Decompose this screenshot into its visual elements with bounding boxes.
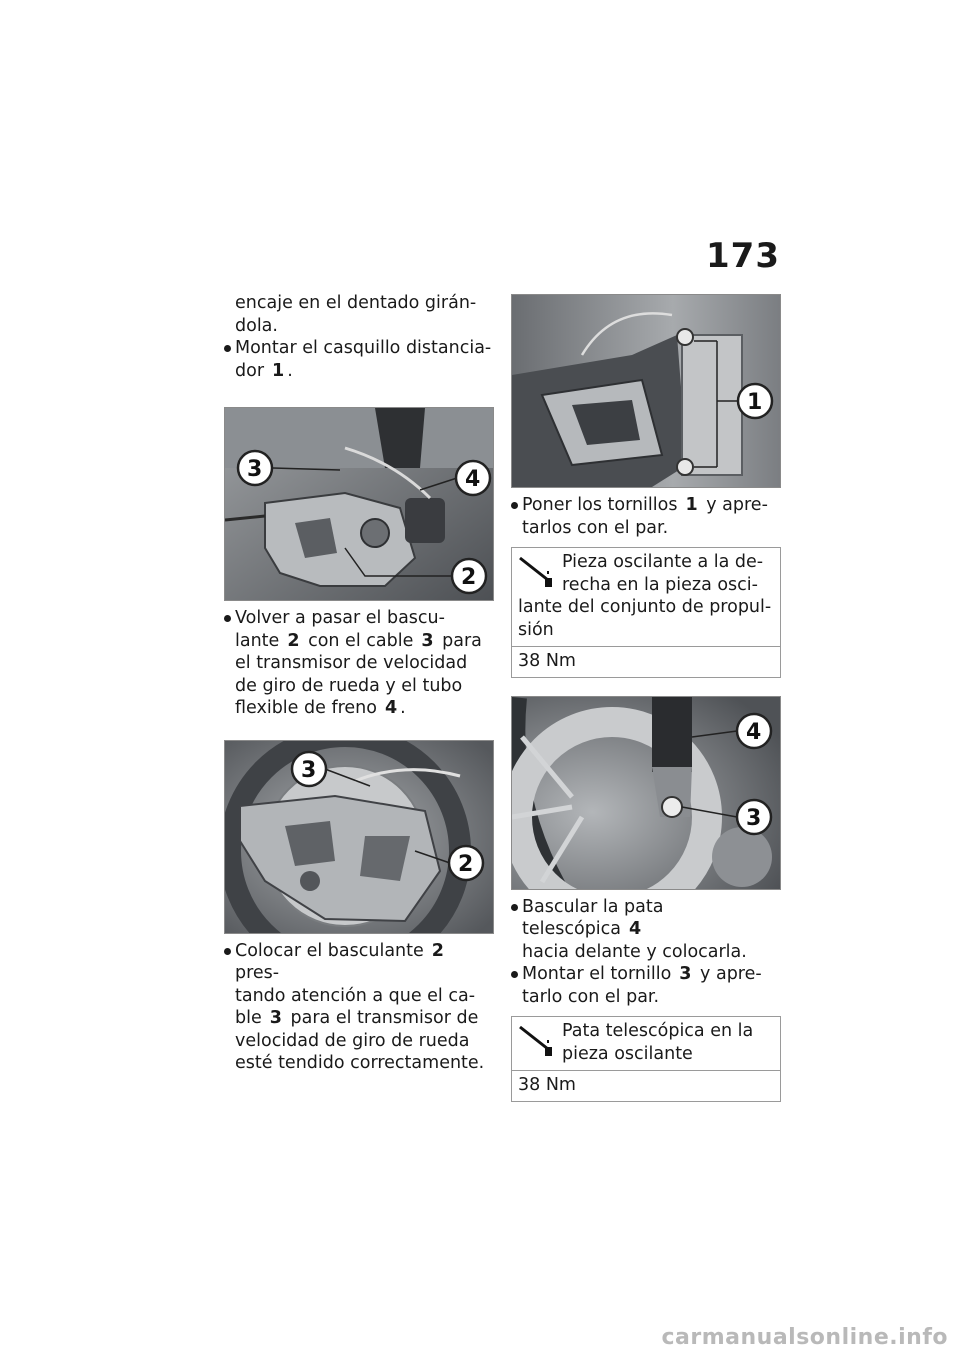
page-number: 173: [706, 236, 780, 276]
watermark: carmanualsonline.info: [661, 1325, 948, 1350]
svg-text:3: 3: [746, 805, 762, 831]
step-tilt-shock: Bascular la pata telescópica 4 hacia delante y colocarla.: [511, 896, 781, 964]
ref-3b: 3: [269, 1008, 282, 1028]
step-place-swingarm: Colocar el basculante 2 pres- tando atención a que el ca- ble 3 para el transmisor de velocidad de giro de rueda esté tendido correctamente.: [224, 940, 494, 1075]
svg-text:2: 2: [461, 565, 477, 590]
ref-2: 2: [287, 630, 300, 651]
ref-3: 3: [421, 630, 434, 651]
left-column: [224, 292, 494, 1075]
intro-text-line1: encaje en el dentado girán-: [235, 293, 477, 313]
torque1-line4: sión: [518, 619, 554, 640]
torque-wrench-icon: [516, 554, 556, 597]
ref-2b: 2: [431, 940, 444, 961]
svg-text:2: 2: [458, 851, 474, 877]
torque2-line1: Pata telescópica en la: [562, 1021, 754, 1041]
figure-swingarm-disc: [224, 740, 494, 934]
torque1-line2: recha en la pieza osci-: [562, 574, 758, 595]
svg-text:4: 4: [746, 719, 762, 745]
torque1-line1: Pieza oscilante a la de-: [562, 552, 764, 572]
svg-text:1: 1: [747, 390, 763, 415]
torque1-value: 38 Nm: [512, 646, 780, 677]
torque-spec-box-1: [511, 547, 781, 678]
figure-shock-absorber: [511, 696, 781, 890]
ref-3c: 3: [679, 964, 692, 984]
torque1-line3: lante del conjunto de propul-: [518, 597, 772, 617]
step-mount-spacer: Montar el casquillo distancia- dor 1 .: [224, 337, 494, 382]
torque-wrench-icon: [516, 1023, 556, 1066]
intro-text-line2: dola.: [235, 315, 278, 336]
ref-1b: 1: [685, 495, 698, 515]
step-route-swingarm: Volver a pasar el bascu- lante 2 con el cable 3 para el transmisor de velocidad de giro de rueda y el tubo flexible de freno 4 .: [224, 607, 494, 720]
ref-1: 1: [272, 360, 285, 381]
torque-spec-box-2: [511, 1016, 781, 1102]
right-column: [511, 294, 781, 1102]
svg-text:4: 4: [465, 467, 481, 492]
ref-4: 4: [384, 698, 398, 718]
torque2-value: 38 Nm: [512, 1070, 780, 1101]
ref-4b: 4: [629, 919, 642, 939]
svg-text:3: 3: [247, 457, 263, 482]
torque2-line2: pieza oscilante: [562, 1043, 693, 1064]
step-mount-screw: Montar el tornillo 3 y apre- tarlo con el par.: [511, 963, 781, 1008]
step-tighten-screws: Poner los tornillos 1 y apre- tarlos con el par.: [511, 494, 781, 539]
figure-swingarm-rear: [224, 407, 494, 601]
figure-screws: [511, 294, 781, 488]
svg-text:3: 3: [301, 757, 317, 783]
